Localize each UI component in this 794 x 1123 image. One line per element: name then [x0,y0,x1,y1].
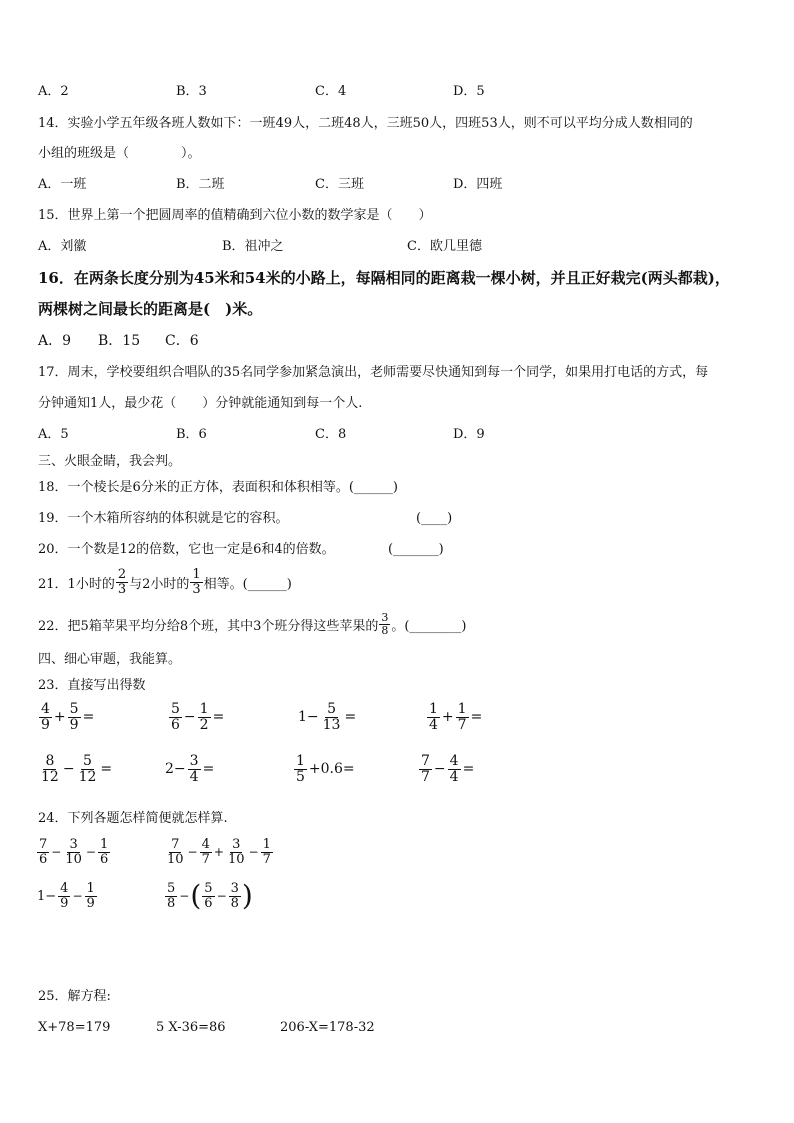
q17-option-a: A．5 [38,427,69,442]
q25-title: 25．解方程: [38,989,111,1004]
q21-mid: 与2小时的 [129,576,190,592]
q23-expr-3: 1− $\frac{5}{13}$ = [298,701,357,733]
q25-equation-3: 206-X=178-32 [280,1020,375,1035]
q14-option-c: C．三班 [315,177,364,192]
q16-text-line1: 16．在两条长度分别为45米和54米的小路上，每隔相同的距离栽一棵小树，并且正好栽完(两头都栽)， [38,269,730,287]
fraction: $\frac{5}{12}$ [78,753,97,785]
q16-option-c: C．6 [165,333,199,349]
q14-option-a: A．一班 [38,177,87,192]
fraction: $\frac{3}{4}$ [189,753,199,785]
fraction: $\frac{5}{9}$ [69,701,79,733]
q23-title: 23．直接写出得数 [38,678,146,693]
q23-expr-8: $\frac{7}{7}$ − $\frac{4}{4}$ = [421,753,475,785]
q19-text: 19．一个木箱所容纳的体积就是它的容积。 [38,511,289,526]
q24-expr-2: $\frac{7}{10}$ − $\frac{4}{7}$ + $\frac{3}{10}$ − $\frac{1}{7}$ [167,837,271,867]
q16-text-line2: 两棵树之间最长的距离是( )米。 [38,300,263,318]
section4-heading: 四、细心审题，我能算。 [38,652,182,667]
q16-option-b: B．15 [98,333,141,349]
fraction: $\frac{1}{6}$ [99,837,109,867]
q25-equation-2: 5 X-36=86 [156,1020,226,1035]
q21-text [38,568,292,596]
q21-fraction-2: $\frac{1}{3}$ [192,567,201,597]
q15-option-a: A．刘徽 [38,239,87,254]
q14-option-b: B．二班 [176,177,225,192]
q24-expr-4: $\frac{5}{8}$ − ( $\frac{5}{6}$ − $\frac{3}{8}$ ) [167,879,253,913]
fraction: $\frac{1}{4}$ [429,701,438,733]
fraction: $\frac{4}{9}$ [41,701,50,733]
fraction: $\frac{4}{7}$ [201,837,210,867]
q13-option-b: B．3 [176,84,207,99]
q21-fraction-1: $\frac{2}{3}$ [117,567,127,597]
q23-expr-4: $\frac{1}{4}$ + $\frac{1}{7}$ = [429,701,483,733]
fraction: $\frac{5}{8}$ [167,881,176,911]
close-paren: ) [241,879,253,913]
fraction: $\frac{8}{12}$ [41,753,59,785]
fraction: $\frac{7}{6}$ [39,837,48,867]
fraction: $\frac{3}{8}$ [230,881,239,911]
fraction: $\frac{1}{7}$ [262,837,271,867]
q24-title: 24．下列各题怎样简便就怎样算. [38,811,228,826]
q23-expr-7: $\frac{1}{5}$ +0.6= [296,753,355,785]
fraction: $\frac{1}{7}$ [457,701,467,733]
q13-option-a: A．2 [38,84,69,99]
q16-option-a: A．9 [38,333,72,349]
q22-pre: 22．把5箱苹果平均分给8个班，其中3个班分得这些苹果的 [38,618,379,634]
fraction: $\frac{5}{6}$ [204,881,213,911]
q17-option-b: B．6 [176,427,207,442]
q20-text: 20．一个数是12的倍数，它也一定是6和4的倍数。 [38,542,335,557]
q14-option-d: D．四班 [453,177,503,192]
q21-post: 相等。(______) [203,576,292,592]
q17-option-c: C．8 [315,427,347,442]
fraction: $\frac{5}{13}$ [322,701,341,733]
fraction: $\frac{3}{10}$ [65,837,82,867]
q15-option-c: C．欧几里德 [407,239,482,254]
open-paren: ( [190,879,202,913]
q23-expr-5: $\frac{8}{12}$ − $\frac{5}{12}$ = [41,753,113,785]
q22-text [38,612,467,636]
q13-option-c: C．4 [315,84,347,99]
fraction: $\frac{1}{9}$ [86,881,95,911]
fraction: $\frac{3}{10}$ [227,837,245,867]
fraction: $\frac{4}{9}$ [60,881,69,911]
q15-option-b: B．祖冲之 [222,239,284,254]
q18-text: 18．一个棱长是6分米的正方体，表面积和体积相等。(______) [38,480,398,495]
fraction: $\frac{1}{5}$ [296,753,305,785]
q22-fraction: $\frac{3}{8}$ [381,611,389,637]
section3-heading: 三、火眼金睛，我会判。 [38,454,182,469]
q17-option-d: D．9 [453,427,485,442]
q23-expr-1: $\frac{4}{9}$ + $\frac{5}{9}$ = [41,701,95,733]
q19-blank: (____) [416,511,453,526]
q23-expr-2: $\frac{5}{6}$ − $\frac{1}{2}$ = [171,701,225,733]
q13-option-d: D．5 [453,84,485,99]
q14-text-line2: 小组的班级是（ ）。 [38,146,201,161]
q17-text-line1: 17．周末，学校要组织合唱队的35名同学参加紧急演出，老师需要尽快通知到每一个同学，如果用打电话的方式，每 [38,365,709,380]
q24-expr-3: 1− $\frac{4}{9}$ − $\frac{1}{9}$ [37,881,95,911]
fraction: $\frac{7}{7}$ [421,753,430,785]
q20-blank: (_______) [388,542,444,557]
q24-expr-1: $\frac{7}{6}$ − $\frac{3}{10}$ − $\frac{1}{6}$ [39,837,109,867]
fraction: $\frac{1}{2}$ [199,701,209,733]
fraction: $\frac{5}{6}$ [171,701,180,733]
q22-post: 。(________) [391,618,467,634]
q15-text: 15．世界上第一个把圆周率的值精确到六位小数的数学家是（ ） [38,208,432,223]
q25-equation-1: X+78=179 [38,1020,111,1035]
q14-text-line1: 14．实验小学五年级各班人数如下：一班49人，二班48人，三班50人，四班53人，则不可以平均分成人数相同的 [38,116,693,131]
q23-expr-6: 2− $\frac{3}{4}$ = [165,753,215,785]
fraction: $\frac{4}{4}$ [449,753,459,785]
q17-text-line2: 分钟通知1人，最少花（ ）分钟就能通知到每一个人. [38,396,363,411]
fraction: $\frac{7}{10}$ [167,837,184,867]
q21-pre: 21．1小时的 [38,576,115,592]
